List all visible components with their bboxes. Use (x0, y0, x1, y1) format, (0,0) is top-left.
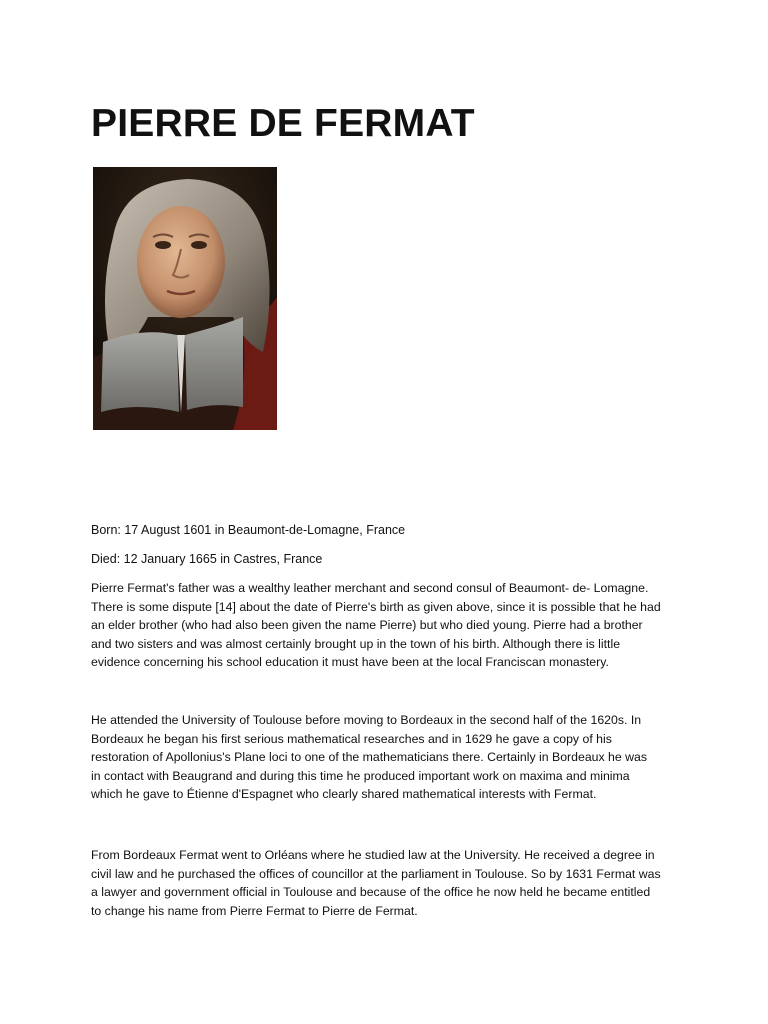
paragraph-line: in contact with Beaugrand and during this time he produced important work on maxima and minima (91, 768, 630, 783)
paragraph-career (91, 846, 691, 920)
paragraph-line: to change his name from Pierre Fermat to Pierre de Fermat. (91, 903, 418, 918)
paragraph-education (91, 711, 691, 804)
portrait-image (93, 167, 277, 430)
paragraph-line: Bordeaux he began his first serious mathematical researches and in 1629 he gave a copy of his (91, 731, 612, 746)
paragraph-line: and two sisters and was almost certainly brought up in the town of his birth. Although there is little (91, 636, 621, 651)
paragraph-line: From Bordeaux Fermat went to Orléans where he studied law at the University. He received a degree in (91, 848, 655, 862)
portrait-illustration (93, 167, 277, 430)
paragraph-line: evidence concerning his school education it must have been at the local Franciscan monastery. (91, 655, 609, 670)
born-line: Born: 17 August 1601 in Beaumont-de-Lomagne, France (91, 523, 406, 537)
paragraph-early-life (91, 579, 691, 672)
paragraph-line: which he gave to Étienne d'Espagnet who clearly shared mathematical interests with Fermat. (91, 787, 597, 802)
paragraph-line: an elder brother (who had also been given the name Pierre) but who died young. Pierre had a brother (91, 618, 643, 633)
paragraph-line: He attended the University of Toulouse before moving to Bordeaux in the second half of the 1620s. In (91, 713, 642, 727)
paragraph-line: Pierre Fermat's father was a wealthy leather merchant and second consul of Beaumont- de- Lomagne. (91, 581, 649, 595)
paragraph-line: restoration of Apollonius's Plane loci to one of the mathematicians there. Certainly in Bordeaux he was (91, 750, 648, 765)
paragraph-line: civil law and he purchased the offices of councillor at the parliament in Toulouse. So by 1631 Fermat was (91, 866, 661, 881)
page-title: PIERRE DE FERMAT (91, 102, 475, 145)
died-line: Died: 12 January 1665 in Castres, France (91, 552, 323, 566)
paragraph-line: There is some dispute [14] about the date of Pierre's birth as given above, since it is possible that he had (91, 599, 661, 614)
paragraph-line: a lawyer and government official in Toulouse and because of the office he now held he became entitled (91, 885, 651, 900)
